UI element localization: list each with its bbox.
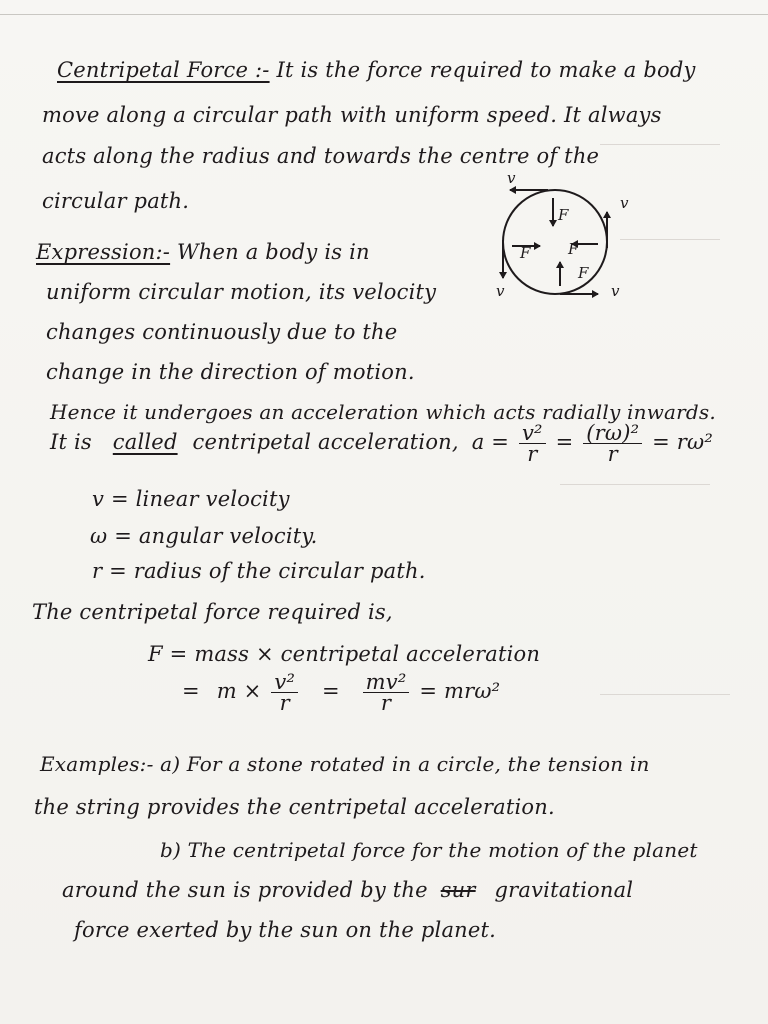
text-fragment: a) For a stone rotated in a circle, the tension in bbox=[153, 752, 650, 776]
circle-path bbox=[503, 190, 607, 294]
text-line: force exerted by the sun on the planet. bbox=[74, 918, 497, 942]
text-fragment: around the sun is provided by the bbox=[62, 878, 428, 902]
force-label: F bbox=[568, 240, 579, 258]
fraction-denominator: r bbox=[380, 691, 392, 715]
formula-symbol: = mrω² bbox=[419, 679, 501, 703]
section-title: Examples:- bbox=[40, 752, 154, 776]
definition-line: v = linear velocity bbox=[92, 487, 290, 511]
definition-line: ω = angular velocity. bbox=[90, 524, 318, 548]
page-top-edge bbox=[0, 14, 768, 15]
velocity-label: v bbox=[620, 194, 629, 212]
text-line: When a body is in bbox=[170, 240, 370, 264]
text-fragment: called bbox=[112, 430, 178, 454]
section-title: Centripetal Force :- bbox=[57, 58, 270, 82]
text-line: It is the force required to make a body bbox=[269, 58, 696, 82]
formula-symbol: m × bbox=[216, 679, 262, 703]
bleed-through-ghost bbox=[560, 470, 710, 485]
text-line: The centripetal force required is, bbox=[32, 600, 393, 624]
formula-symbol: = bbox=[182, 679, 200, 703]
text-line: Hence it undergoes an acceleration which acts radially inwards. bbox=[50, 400, 716, 424]
formula-symbol: = bbox=[321, 679, 340, 703]
fraction-numerator: v² bbox=[519, 423, 546, 444]
formula-line bbox=[50, 423, 713, 464]
text-fragment: centripetal acceleration, bbox=[192, 430, 459, 454]
fraction-numerator: (rω)² bbox=[583, 423, 642, 444]
force-label: F bbox=[558, 206, 569, 224]
fraction bbox=[271, 672, 298, 713]
text-line: move along a circular path with uniform speed. It always bbox=[42, 103, 662, 127]
velocity-label: v bbox=[611, 282, 620, 300]
fraction-denominator: r bbox=[279, 691, 290, 715]
heading-line bbox=[57, 58, 696, 82]
fraction bbox=[519, 423, 546, 464]
section-title: Expression:- bbox=[36, 240, 171, 264]
text-line: circular path. bbox=[42, 189, 190, 213]
fraction-numerator: mv² bbox=[363, 672, 410, 693]
formula-line bbox=[182, 672, 500, 713]
fraction bbox=[363, 672, 410, 713]
text-fragment: gravitational bbox=[494, 878, 634, 902]
bleed-through-ghost bbox=[600, 680, 730, 695]
text-line: changes continuously due to the bbox=[46, 320, 398, 344]
formula-symbol: = rω² bbox=[652, 430, 713, 454]
text-line bbox=[40, 752, 650, 776]
fraction-denominator: r bbox=[527, 442, 538, 466]
struck-word: sur bbox=[440, 878, 476, 902]
text-line: acts along the radius and towards the centre of the bbox=[42, 144, 600, 168]
heading-line bbox=[36, 240, 370, 264]
velocity-label: v bbox=[496, 282, 505, 300]
text-line bbox=[62, 878, 633, 902]
force-label: F bbox=[578, 264, 589, 282]
fraction bbox=[583, 423, 642, 464]
text-line: the string provides the centripetal acceleration. bbox=[34, 795, 555, 819]
definition-line: r = radius of the circular path. bbox=[92, 559, 426, 583]
text-line: uniform circular motion, its velocity bbox=[46, 280, 437, 304]
force-label: F bbox=[520, 244, 531, 262]
fraction-denominator: r bbox=[607, 442, 618, 466]
text-line: b) The centripetal force for the motion of the planet bbox=[160, 838, 698, 862]
text-fragment: It is bbox=[50, 430, 92, 454]
formula-symbol: = bbox=[555, 430, 574, 454]
text-line: change in the direction of motion. bbox=[46, 360, 415, 384]
formula-line: F = mass × centripetal acceleration bbox=[148, 642, 541, 666]
velocity-label: v bbox=[507, 169, 516, 187]
bleed-through-ghost bbox=[600, 130, 720, 145]
bleed-through-ghost bbox=[620, 225, 720, 240]
fraction-numerator: v² bbox=[271, 672, 298, 693]
formula-symbol: a = bbox=[471, 430, 510, 454]
